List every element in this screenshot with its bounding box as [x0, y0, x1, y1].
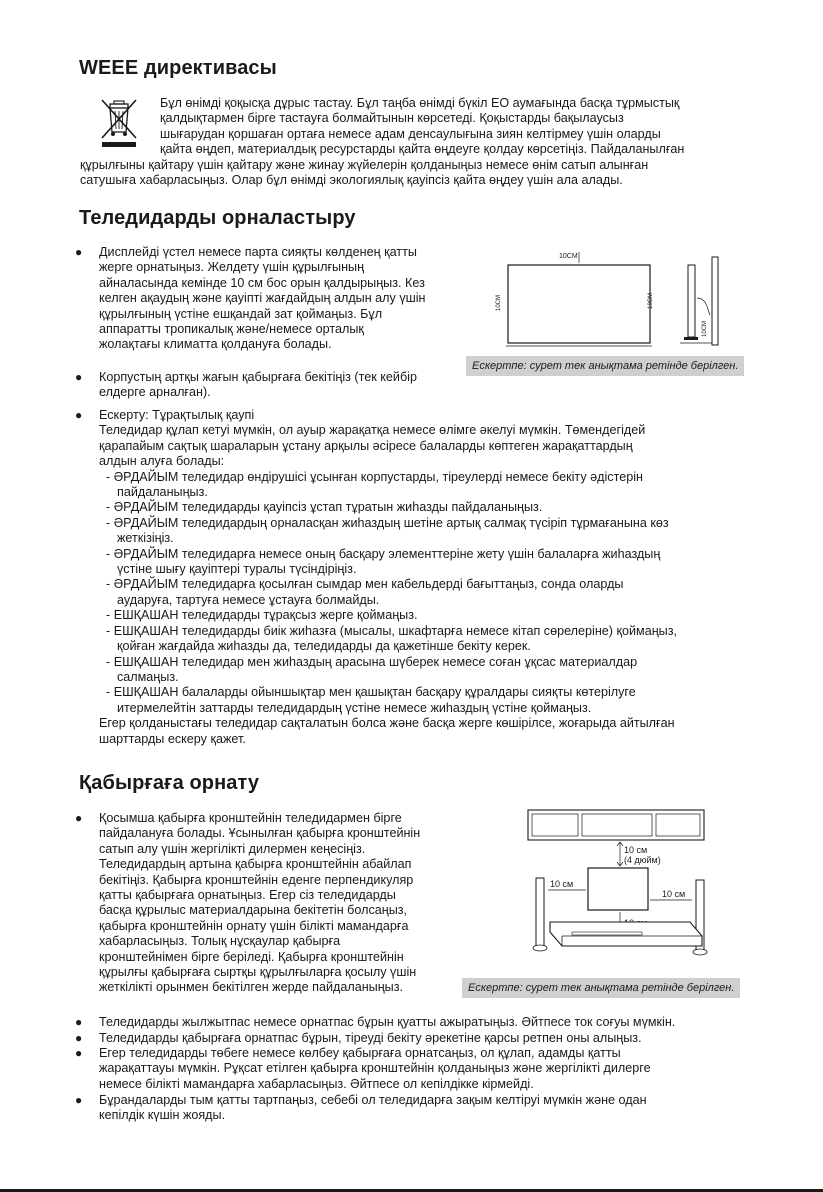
text-line: аударуға, тартуға немесе ұстауға болмайды.	[117, 592, 380, 607]
wall-diagram-right-label: 10 см	[662, 889, 686, 899]
placement-bullet-3	[99, 408, 749, 747]
weee-line: қалдықтармен бірге тастауға болмайтынын көрсетеді. Қоқыстарды бақылаусыз	[160, 111, 624, 126]
tv-front-shape	[508, 265, 650, 343]
wall-bullet-3: Теледидарды қабырғаға орнатпас бұрын, тіреуді бекіту әрекетіне қарсы ретпен оны алыңыз.	[99, 1031, 642, 1045]
weee-line: шығарудан қоршаған ортаға немесе адам денсаулығына зиян келтірмеу үшін оларды	[160, 126, 661, 141]
text-line: Корпустың артқы жағын қабырғаға бекітіңіз (тек кейбір	[99, 370, 417, 384]
text-line: жерге орнатыңыз. Желдету үшін құрылғының	[99, 260, 365, 275]
text-line: кепілдік күшін жояды.	[99, 1108, 226, 1123]
wall-diagram-left-label: 10 см	[550, 879, 574, 889]
wall-bullet-2: Теледидарды жылжытпас немесе орнатпас бұрын қуатты ажыратыңыз. Әйтпесе ток соғуы мүмкін.	[99, 1015, 676, 1029]
dash-item	[106, 624, 749, 655]
text-line: қатты қабырғаға орнатыңыз. Егер сіз теледидарды	[99, 888, 396, 903]
text-line: - ЕШҚАШАН теледидар мен жиһаздың арасына шүберек немесе соған ұқсас материалдар	[106, 654, 638, 669]
dash-item	[106, 470, 749, 501]
wall-mount-diagram	[520, 806, 720, 964]
dash-item	[106, 655, 749, 686]
text-line: - ЕШҚАШАН теледидарды биік жиһазға (мысалы, шкафтарға немесе кітап сөрелеріне) қоймаңыз,	[106, 623, 677, 638]
text-line: басқа құрылыс материалдарына бекітетін болсаңыз,	[99, 903, 408, 918]
text-line: пайдаланыңыз.	[117, 485, 208, 500]
text-line: хабарласыңыз. Толық нұсқаулар қабырға	[99, 934, 341, 949]
text-line: Дисплейді үстел немесе парта сияқты көлденең қатты	[99, 245, 417, 259]
text-line: - ӘРДАЙЫМ теледидар өндірушісі ұсынған корпустарды, тіреулерді немесе бекіту әдістерін	[106, 469, 643, 484]
text-line: үстіне шығу қауіптері туралы түсіндіріңіз.	[117, 562, 357, 577]
text-line: Бұрандаларды тым қатты тартпаңыз, себебі ол теледидарға зақым келтіруі мүмкін және одан	[99, 1093, 647, 1107]
weee-line: қайта өңдеп, материалдық ресурстарды қайта өңдеуге қолдау көрсетіңіз. Пайдаланылған	[160, 142, 685, 157]
wall-shape	[712, 257, 718, 345]
bullet-icon: ●	[75, 811, 83, 825]
placement-diagram	[486, 243, 776, 350]
diagram-right-label: 10CM	[648, 292, 654, 309]
bullet-icon: ●	[75, 370, 83, 384]
bullet-icon: ●	[75, 1015, 83, 1029]
dash-list	[99, 470, 749, 717]
wall-shelf-shape	[528, 810, 704, 840]
text-line: - ӘРДАЙЫМ теледидардың орналасқан жиһаздың шетіне артық салмақ түсіріп тұрмағанына көз	[106, 515, 669, 530]
text-line: бекітіңіз. Қабырға кронштейнін еденге перпендикуляр	[99, 872, 414, 887]
weee-heading: WEEE директивасы	[79, 57, 277, 79]
bullet-icon: ●	[75, 408, 83, 422]
text-line: шарттарды ескеру қажет.	[99, 731, 246, 746]
text-line: қарапайым сақтық шараларын ұстану арқылы әсіресе балаларды көптеген жарақаттардың	[99, 438, 633, 453]
text-line: Теледидар құлап кетуі мүмкін, ол ауыр жарақатқа немесе өлімге әкелуі мүмкін. Төмендегідей	[99, 423, 646, 438]
placement-heading: Теледидарды орналастыру	[79, 207, 356, 229]
diagram-side-label: 10CM	[702, 320, 708, 337]
text-line: - ЕШҚАШАН балаларды ойыншықтар мен қашықтан басқару құралдары сияқты көтерілуге	[106, 685, 636, 700]
text-line: сатып алу үшін жергілікті дилермен кеңесіңіз.	[99, 841, 366, 856]
weee-line: сатушыға хабарласыңыз. Олар бұл өнімді экологиялық қауіпсіз қайта өңдеу үшін ала алады.	[80, 173, 623, 188]
dash-item	[106, 577, 749, 608]
text-line: елдерге арналған).	[99, 385, 211, 400]
placement-bullet-1	[99, 245, 469, 353]
wall-bullet-5	[99, 1093, 779, 1124]
text-line: - ӘРДАЙЫМ теледидарға қосылған сымдар мен кабельдерді бағыттаңыз, сонда оларды	[106, 577, 624, 592]
weee-line: құрылғыны қайтару үшін қайтару және жинау жүйелерін қолданыңыз немесе өнім сатып алынған	[80, 157, 649, 172]
wall-diagram-top-label-2: (4 дюйм)	[624, 855, 661, 865]
wall-bullet-4	[99, 1046, 779, 1092]
tv-side-shape	[688, 265, 695, 337]
bullet-icon: ●	[75, 1093, 83, 1107]
bullet-icon: ●	[75, 1031, 83, 1045]
dash-item	[106, 547, 749, 578]
text-line: жеткілікті орынмен бекітілген жерде пайдаланыңыз.	[99, 980, 403, 995]
text-line: немесе білікті мамандарға хабарласыңыз. Әйтпесе ол кепілдікке кірмейді.	[99, 1076, 534, 1091]
placement-caption: Ескертпе: сурет тек анықтама ретінде берілген.	[466, 356, 744, 376]
weee-paragraph	[80, 96, 760, 188]
text-line: қабырға кронштейнін орнату үшін білікті мамандарға	[99, 918, 409, 933]
text-line: айналасында кемінде 10 см бос орын қалдырыңыз. Кез	[99, 275, 425, 290]
diagram-left-label: 10CM	[496, 294, 502, 311]
text-line: құрылғының үстіне ешқандай зат қоймаңыз. Бұл	[99, 306, 383, 321]
dash-item	[106, 500, 749, 515]
wall-tv-shape	[588, 868, 648, 910]
text-line: аппаратты тропикалық және/немесе орталық	[99, 322, 364, 337]
text-line: - ЕШҚАШАН теледидарды тұрақсыз жерге қоймаңыз.	[106, 608, 418, 623]
text-line: Теледидардың артына қабырға кронштейнін абайлап	[99, 857, 412, 872]
text-line: келген ақаудың және қауіпті жағдайдың алдын алу үшін	[99, 291, 426, 306]
dash-item	[106, 685, 749, 716]
dash-item	[106, 608, 749, 623]
text-line: Егер қолданыстағы теледидар сақталатын болса және басқа жерге көшірілсе, жоғарыда айтылған	[99, 716, 675, 731]
bullet-icon: ●	[75, 245, 83, 259]
text-line: жеткізіңіз.	[117, 531, 174, 546]
text-line: жолақтағы климатта қолдануға болады.	[99, 337, 332, 352]
text-line: - ӘРДАЙЫМ теледидарды қауіпсіз ұстап тұратын жиһазды пайдаланыңыз.	[106, 500, 543, 515]
tv-stand-shape	[550, 922, 702, 946]
diagram-top-label: 10CM	[559, 253, 578, 260]
warning-title: Ескерту: Тұрақтылық қаупі	[99, 408, 255, 422]
text-line: Қосымша қабырға кронштейнін теледидармен бірге	[99, 811, 402, 825]
text-line: - ӘРДАЙЫМ теледидарға немесе оның басқару элементтеріне жету үшін балаларға жиһаздың	[106, 546, 661, 561]
text-line: итермелейтін заттарды теледидардың үстіне немесе жиһаздың үстіне қоймаңыз.	[117, 700, 592, 715]
text-line: кронштейнімен бірге беріледі. Қабырға кронштейнін	[99, 949, 404, 964]
wall-bullet-1	[99, 811, 461, 996]
text-line: пайдалануға болады. Ұсынылған қабырға кронштейнін	[99, 826, 421, 841]
dash-item	[106, 516, 749, 547]
text-line: құрылғы қабырғаға сыртқы құрылғыларға қосылу үшін	[99, 965, 417, 980]
text-line: қойған жағдайда жиһазды да, теледидарды да қажетінше бекіту керек.	[117, 639, 531, 654]
placement-bullet-2	[99, 370, 469, 401]
wall-diagram-top-label: 10 см	[624, 845, 648, 855]
text-line: алдын алуға болады:	[99, 454, 225, 469]
left-speaker-shape	[536, 878, 544, 946]
weee-line: Бұл өнімді қоқысқа дұрыс тастау. Бұл таңба өнімді бүкіл ЕО аумағында басқа тұрмыстық	[160, 96, 680, 110]
wall-heading: Қабырғаға орнату	[79, 772, 260, 794]
bullet-icon: ●	[75, 1046, 83, 1060]
text-line: Егер теледидарды төбеге немесе көлбеу қабырғаға орнатсаңыз, ол құлап, адамды қатты	[99, 1046, 621, 1060]
text-line: салмаңыз.	[117, 669, 179, 684]
wall-caption: Ескертпе: сурет тек анықтама ретінде берілген.	[462, 978, 740, 998]
text-line: жарақаттауы мүмкін. Рұқсат етілген қабырға кронштейнін қолданыңыз және жергілікті дилерге	[99, 1061, 651, 1076]
